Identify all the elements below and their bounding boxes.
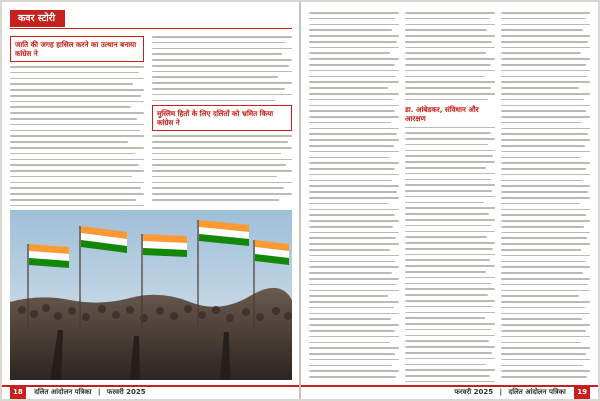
right-footer-date: फरवरी 2025	[454, 388, 494, 396]
left-footer-date: फरवरी 2025	[106, 388, 146, 396]
rally-crowd-photo	[10, 210, 292, 380]
right-page-col3	[501, 12, 590, 382]
left-footer	[2, 385, 299, 399]
left-footer-brand: दलित आंदोलन पत्रिका	[34, 388, 92, 396]
left-footer-text: 18 दलित आंदोलन पत्रिका | फरवरी 2025	[10, 385, 146, 399]
left-page-col1	[10, 36, 144, 206]
col1-heading: जाति की जगह हासिल करने का उत्थान बनाया कांग्रेस ने	[10, 36, 144, 62]
magazine-spread	[2, 2, 598, 399]
right-footer-text: फरवरी 2025 | दलित आंदोलन पत्रिका 19	[454, 385, 590, 399]
rally-photo-illustration	[10, 210, 292, 380]
left-page-col2	[152, 36, 292, 206]
right-page-number: 19	[574, 385, 590, 399]
right-col3-body	[501, 12, 590, 382]
right-col2-body-top	[405, 12, 495, 100]
right-footer	[301, 385, 598, 399]
right-page-col1	[309, 12, 399, 382]
right-col2-body-bottom	[405, 127, 495, 383]
left-page-number: 18	[10, 385, 26, 399]
left-page	[2, 2, 299, 399]
col2-body-top	[152, 36, 292, 101]
col2-heading: मुस्लिम हितों के लिए दलितों को भ्रमित किया कांग्रेस ने	[152, 105, 292, 131]
right-col1-body	[309, 12, 399, 378]
right-page	[301, 2, 598, 399]
section-rule	[10, 28, 292, 29]
col2-body-bottom	[152, 135, 292, 200]
right-col2-heading: डा. आंबेडकर, संविधान और आरक्षण	[405, 104, 479, 123]
right-footer-brand: दलित आंदोलन पत्रिका	[508, 388, 566, 396]
col1-body	[10, 66, 144, 206]
right-page-col2	[405, 12, 495, 382]
section-tab: कवर स्टोरी	[10, 10, 65, 27]
